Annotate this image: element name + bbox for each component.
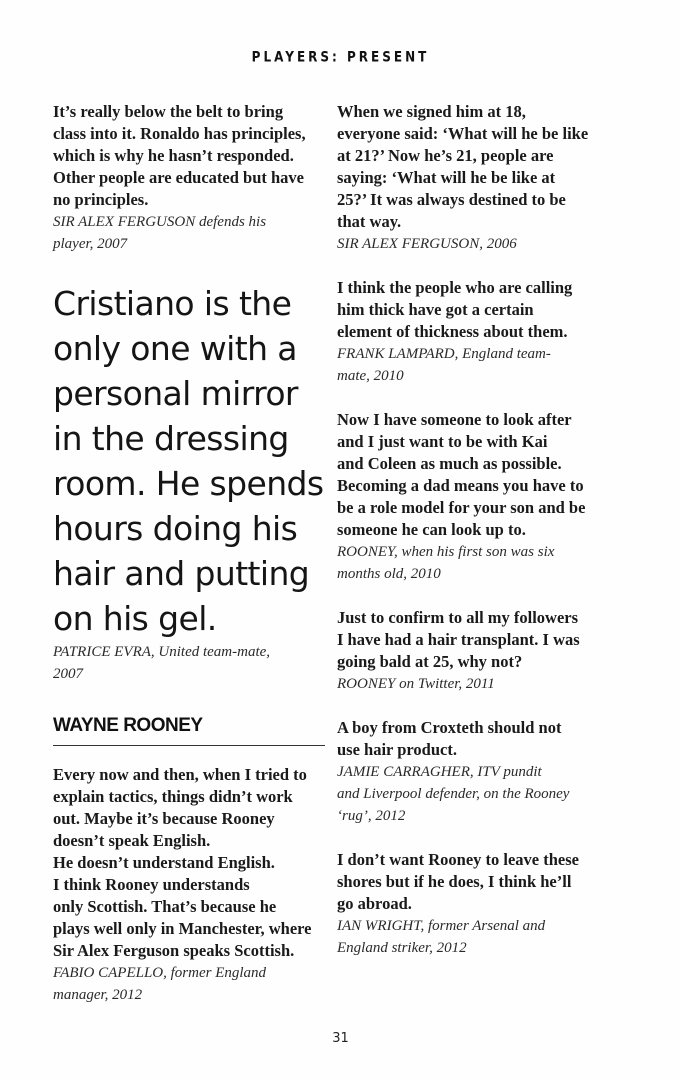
quote-attribution: SIR ALEX FERGUSON, 2006 xyxy=(337,236,517,252)
section-heading: WAYNE ROONEY xyxy=(53,715,325,746)
left-column xyxy=(53,101,325,1028)
quote-rooney-twitter xyxy=(337,607,627,695)
quote-carragher xyxy=(337,717,627,827)
quote-attribution: PATRICE EVRA, United team-mate, 2007 xyxy=(53,644,271,682)
quote-text: Just to confirm to all my followers I have had a hair transplant. I was going bald at 25, why not? xyxy=(337,608,580,671)
quote-text: I think the people who are calling him thick have got a certain element of thickness about them. xyxy=(337,278,573,341)
quote-text: It’s really below the belt to bring class into it. Ronaldo has principles, which is why he hasn’t responded. Other people are educated but have no principles. xyxy=(53,102,306,209)
quote-text: A boy from Croxteth should not use hair product. xyxy=(337,718,562,759)
running-head: PLAYERS: PRESENT xyxy=(251,48,430,66)
quote-attribution: FABIO CAPELLO, former England manager, 2012 xyxy=(53,965,267,1003)
quote-text: When we signed him at 18, everyone said: ‘What will he be like at 21?’ Now he’s 21, people are saying: ‘What will he be like at 25?’ It was always destined to be that way. xyxy=(337,102,589,231)
quote-attribution: FRANK LAMPARD, England team- mate, 2010 xyxy=(337,346,551,384)
right-column xyxy=(337,101,627,981)
quote-ferguson-signing xyxy=(337,101,627,255)
page-number: 31 xyxy=(332,1031,349,1046)
pull-quote-text: Cristiano is the only one with a personal mirror in the dressing room. He spends hours doing his hair and putting on his gel. xyxy=(53,284,324,638)
quote-wright xyxy=(337,849,627,959)
quote-attribution: IAN WRIGHT, former Arsenal and England striker, 2012 xyxy=(337,918,546,956)
quote-capello xyxy=(53,764,325,1006)
quote-text: Now I have someone to look after and I just want to be with Kai and Coleen as much as possible. Becoming a dad means you have to be a role model for your son and be someone he can look up to. xyxy=(337,410,586,539)
quote-attribution: SIR ALEX FERGUSON defends his player, 2007 xyxy=(53,214,267,252)
quote-lampard xyxy=(337,277,627,387)
quote-attribution: ROONEY, when his first son was six months old, 2010 xyxy=(337,544,555,582)
quote-attribution: JAMIE CARRAGHER, ITV pundit and Liverpool defender, on the Rooney ‘rug’, 2012 xyxy=(337,764,570,824)
quote-text: Every now and then, when I tried to explain tactics, things didn’t work out. Maybe it’s because Rooney doesn’t speak English. He doesn’t understand English. I think Rooney understands only Scottish. That’s because he plays well only in Manchester, where Sir Alex Ferguson speaks Scottish. xyxy=(53,765,312,960)
pull-quote-evra xyxy=(53,281,325,685)
quote-ferguson-principles xyxy=(53,101,325,255)
quote-attribution: ROONEY on Twitter, 2011 xyxy=(337,676,495,692)
quote-text: I don’t want Rooney to leave these shores but if he does, I think he’ll go abroad. xyxy=(337,850,579,913)
quote-rooney-dad xyxy=(337,409,627,585)
